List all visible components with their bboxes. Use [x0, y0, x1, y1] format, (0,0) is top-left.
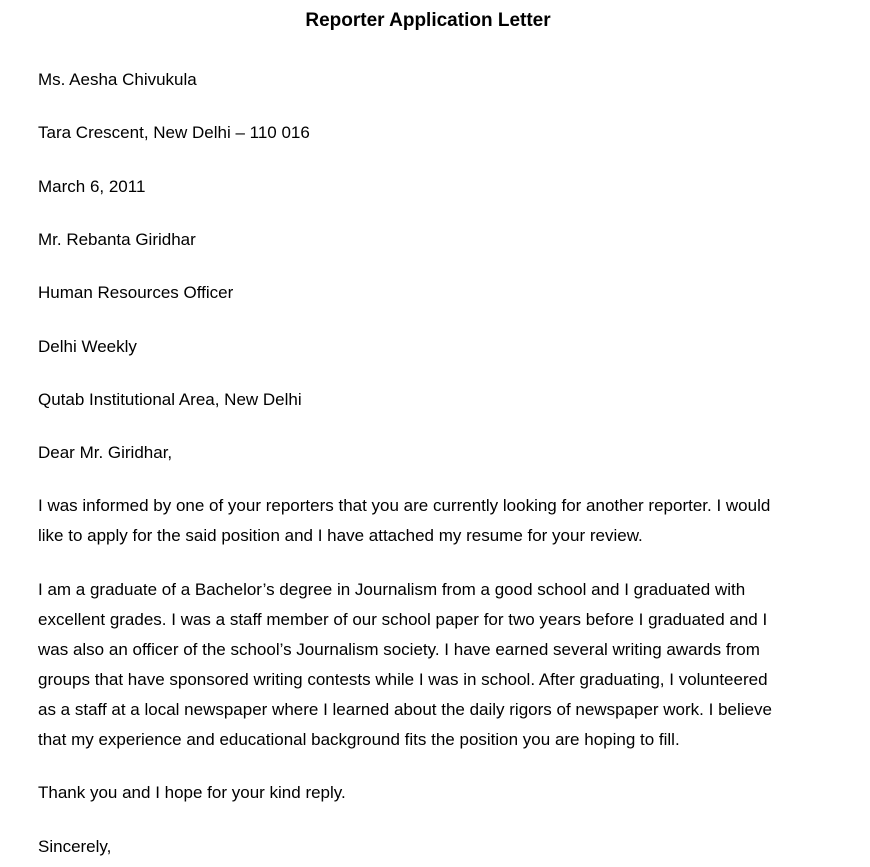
sender-name: Ms. Aesha Chivukula [38, 70, 197, 89]
paragraph-line: that my experience and educational background fits the position you are hoping to fill. [38, 730, 680, 749]
paragraph-line: I am a graduate of a Bachelor’s degree in Journalism from a good school and I graduated with [38, 580, 746, 599]
body-paragraph-2 [38, 575, 818, 755]
recipient-position: Human Resources Officer [38, 283, 234, 302]
recipient-name: Mr. Rebanta Giridhar [38, 230, 196, 249]
sender-address: Tara Crescent, New Delhi – 110 016 [38, 123, 310, 142]
paragraph-line: as a staff at a local newspaper where I learned about the daily rigors of newspaper work. I believe [38, 700, 772, 719]
recipient-address: Qutab Institutional Area, New Delhi [38, 390, 302, 409]
body-paragraph-1 [38, 491, 818, 551]
salutation: Dear Mr. Giridhar, [38, 443, 173, 462]
letter-date: March 6, 2011 [38, 177, 146, 196]
paragraph-line: was also an officer of the school’s Journalism society. I have earned several writing awards from [38, 640, 760, 659]
paragraph-line: excellent grades. I was a staff member of our school paper for two years before I graduated and I [38, 610, 768, 629]
paragraph-line: groups that have sponsored writing contests while I was in school. After graduating, I volunteered [38, 670, 768, 689]
recipient-company: Delhi Weekly [38, 337, 137, 356]
closing: Sincerely, [38, 837, 112, 856]
body-paragraph-3: Thank you and I hope for your kind reply. [38, 783, 346, 802]
paragraph-line: like to apply for the said position and I have attached my resume for your review. [38, 526, 643, 545]
paragraph-line: I was informed by one of your reporters that you are currently looking for another reporter. I would [38, 496, 771, 515]
page-title: Reporter Application Letter [305, 10, 551, 31]
